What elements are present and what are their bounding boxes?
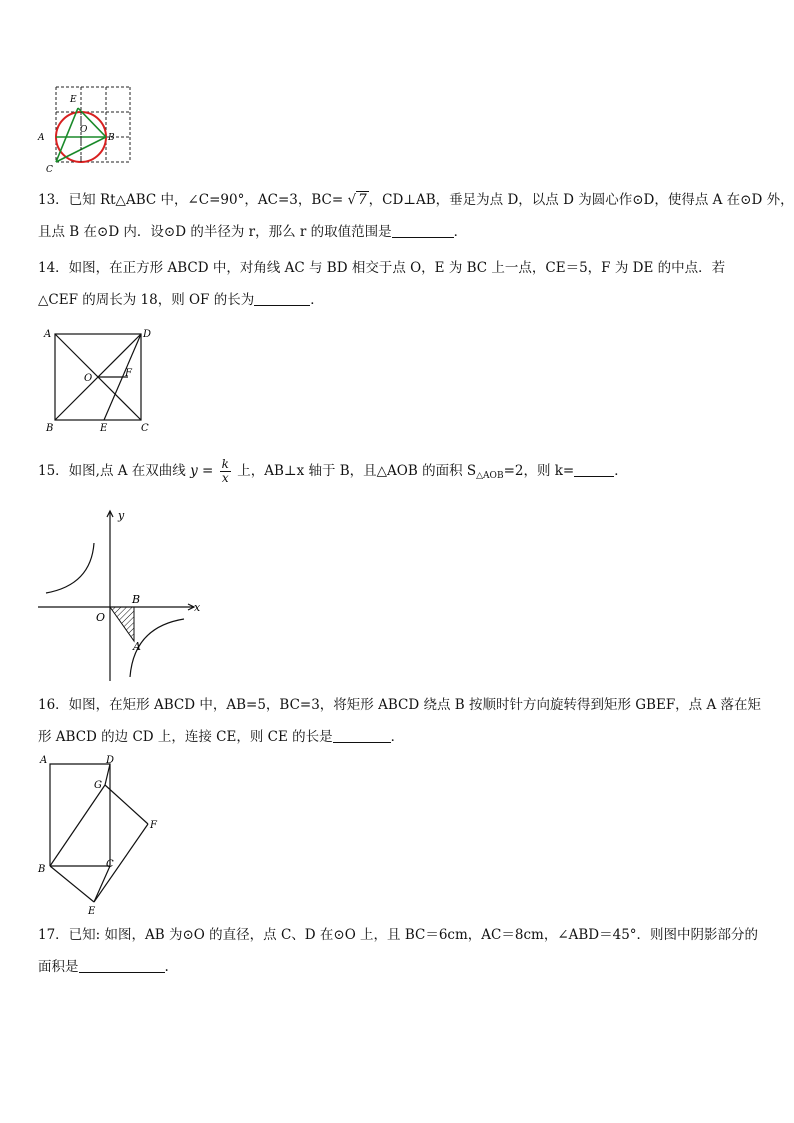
answer-blank-16[interactable] — [333, 728, 391, 743]
label-G: G — [94, 780, 102, 791]
sqrt-seven: √ 7 — [347, 192, 367, 208]
question-17: 17．已知: 如图，AB 为⊙O 的直径，点 C、D 在⊙O 上，且 BC＝6cm，AC＝8cm，∠ABD＝45°．则图中阴影部分的 面积是 . — [38, 927, 759, 975]
label-E: E — [100, 423, 108, 434]
label-D: D — [106, 755, 115, 766]
q13-text-c: 且点 B 在⊙D 内．设⊙D 的半径为 r，那么 r 的取值范围是 — [38, 224, 392, 240]
label-C: C — [46, 165, 53, 174]
q17-text-b: 面积是 — [38, 959, 79, 975]
label-C: C — [106, 859, 114, 870]
q14-text-a: 14．如图，在正方形 ABCD 中，对角线 AC 与 BD 相交于点 O，E 为 BC 上一点，CE＝5，F 为 DE 的中点．若 — [38, 260, 726, 276]
label-F: F — [150, 820, 157, 831]
label-A: A — [40, 755, 48, 766]
label-B: B — [38, 864, 46, 875]
question-13: 13．已知 Rt△ABC 中，∠C=90°，AC=3，BC= √ 7 ，CD⊥AB，垂足为点 D，以点 D 为圆心作⊙D，使得点 A 在⊙D 外， 且点 B 在⊙D 内．设⊙D 的半径为 r，那么 r 的取值范围是 ． — [38, 184, 764, 248]
label-O: O — [96, 611, 106, 624]
hyperbola-figure — [36, 505, 206, 685]
q17-text-a: 17．已知: 如图，AB 为⊙O 的直径，点 C、D 在⊙O 上，且 BC＝6cm，AC＝8cm，∠ABD＝45°．则图中阴影部分的 — [38, 927, 759, 943]
answer-blank-14[interactable] — [254, 291, 310, 306]
q14-text-b: △CEF 的周长为 18，则 OF 的长为 — [38, 292, 255, 308]
question-14: 14．如图，在正方形 ABCD 中，对角线 AC 与 BD 相交于点 O，E 为 BC 上一点，CE＝5，F 为 DE 的中点．若 △CEF 的周长为 18，则 OF 的长为 ． — [38, 260, 726, 308]
answer-blank-13[interactable] — [392, 223, 454, 238]
label-D: D — [143, 329, 152, 340]
question-16: 16．如图，在矩形 ABCD 中，AB=5，BC=3，将矩形 ABCD 绕点 B 按顺时针方向旋转得到矩形 GBEF，点 A 落在矩 形 ABCD 的边 CD 上，连接 CE，则 CE 的长是 ． — [38, 697, 762, 745]
label-B: B — [132, 593, 141, 606]
q13-text-a: 13．已知 Rt△ABC 中，∠C=90°，AC=3，BC= — [38, 192, 348, 208]
answer-blank-17[interactable] — [79, 958, 165, 973]
grid-circle-figure — [36, 84, 136, 174]
label-A: A — [133, 640, 141, 653]
label-x: x — [194, 601, 201, 614]
q15-text-b: 上，AB⊥x 轴于 B，且△AOB 的面积 S — [232, 463, 477, 479]
label-F: F — [125, 368, 132, 379]
q15-text-a: 15．如图,点 A 在双曲线 — [38, 463, 191, 479]
question-15: 15．如图,点 A 在双曲线 y = $\frac{k}{x}$ 上，AB⊥x 轴于 B，且△AOB 的面积 $S_{\triangle AOB}=2$，则 k= ． — [38, 457, 628, 485]
q16-text-a: 16．如图，在矩形 ABCD 中，AB=5，BC=3，将矩形 ABCD 绕点 B 按顺时针方向旋转得到矩形 GBEF，点 A 落在矩 — [38, 697, 762, 713]
k-over-x-fraction: $\frac{k}{x}$ — [221, 457, 229, 485]
label-E: E — [70, 95, 77, 105]
label-B: B — [46, 423, 54, 434]
q16-text-b: 形 ABCD 的边 CD 上，连接 CE，则 CE 的长是 — [38, 729, 333, 745]
rotated-rectangle-figure — [34, 752, 164, 917]
answer-blank-15[interactable] — [574, 462, 614, 477]
label-O: O — [84, 373, 93, 384]
shaded-triangle — [110, 607, 134, 641]
q13-text-b: ，CD⊥AB，垂足为点 D，以点 D 为圆心作⊙D，使得点 A 在⊙D 外， — [368, 192, 794, 208]
q15-text-c: =2，则 k= — [503, 463, 575, 479]
label-C: C — [141, 423, 149, 434]
label-B: B — [108, 133, 115, 143]
label-A: A — [38, 133, 45, 143]
square-figure — [40, 324, 158, 434]
label-O: O — [80, 125, 88, 135]
label-A: A — [44, 329, 52, 340]
label-y: y — [118, 509, 125, 522]
label-E: E — [88, 906, 96, 917]
